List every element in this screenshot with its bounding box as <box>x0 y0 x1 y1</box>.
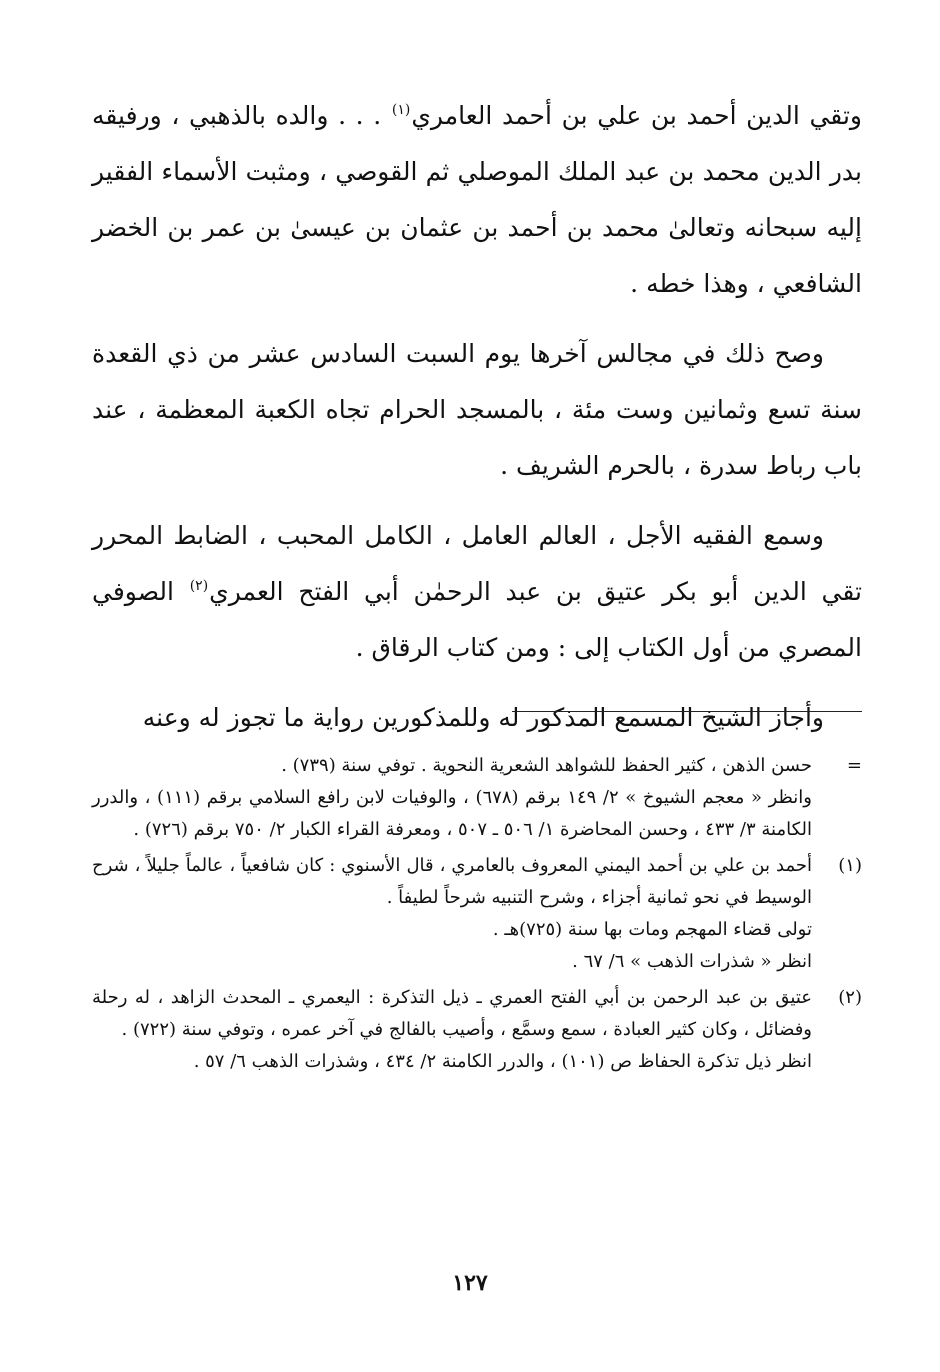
footnotes <box>92 750 862 1082</box>
footnote-continuation <box>92 750 862 846</box>
footnote-1-body <box>92 850 812 978</box>
footnote-ref-2[interactable]: (٢) <box>189 578 209 594</box>
paragraph-2: وصح ذلك في مجالس آخرها يوم السبت السادس عشر من ذي القعدة سنة تسع وثمانين وست مئة ، بالمسجد الحرام تجاه الكعبة المعظمة ، عند باب رباط سدرة ، بالحرم الشريف . <box>92 339 862 480</box>
footnote-1 <box>92 850 862 978</box>
footnote-2-line: عتيق بن عبد الرحمن بن أبي الفتح العمري ـ ذيل التذكرة : اليعمري ـ المحدث الزاهد ، له رحلة وفضائل ، وكان كثير العبادة ، سمع وسمَّع ، وأصيب بالفالج في آخر عمره ، وتوفي سنة (٧٢٢) . <box>92 987 812 1040</box>
footnote-2-number: (٢) <box>838 987 862 1008</box>
footnote-1-line: أحمد بن علي بن أحمد اليمني المعروف بالعامري ، قال الأسنوي : كان شافعياً ، عالماً جليلاً ، شرح الوسيط في نحو ثمانية أجزاء ، وشرح التنبيه شرحاً لطيفاً . <box>92 855 812 908</box>
footnote-continuation-body <box>92 750 812 846</box>
footnote-1-line: انظر « شذرات الذهب » ٦/ ٦٧ . <box>572 951 812 972</box>
paragraph-1-text-b: . . . والده بالذهبي ، ورفيقه بدر الدين محمد بن عبد الملك الموصلي ثم القوصي ، ومثبت الأسماء الفقير إليه سبحانه وتعالىٰ محمد بن أحمد بن عثمان بن عيسىٰ بن عمر بن الخضر الشافعي ، وهذا خطه . <box>92 101 862 298</box>
paragraph-1 <box>92 88 862 312</box>
continuation-mark: = <box>846 755 862 776</box>
footnote-continuation-line: حسن الذهن ، كثير الحفظ للشواهد الشعرية النحوية . توفي سنة (٧٣٩) . <box>281 755 812 776</box>
paragraph-4: وأجاز الشيخ المسمع المذكور له وللمذكورين رواية ما تجوز له وعنه <box>142 703 824 732</box>
footnote-2 <box>92 982 862 1078</box>
footnote-1-number: (١) <box>838 855 862 876</box>
footnote-1-line: تولى قضاء المهجم ومات بها سنة (٧٢٥)هـ . <box>492 919 812 940</box>
footnote-ref-1[interactable]: (١) <box>391 102 411 118</box>
paragraph-3-text-b: الصوفي المصري من أول الكتاب إلى : ومن كتاب الرقاق . <box>92 577 862 662</box>
paragraph-3-text-a: وسمع الفقيه الأجل ، العالم العامل ، الكامل المحبب ، الضابط المحرر تقي الدين أبو بكر عتيق بن عبد الرحمٰن أبي الفتح العمري <box>92 521 862 606</box>
footnote-separator <box>512 711 862 712</box>
paragraph-3 <box>92 508 862 676</box>
paragraph-1-text-a: وتقي الدين أحمد بن علي بن أحمد العامري <box>411 101 862 130</box>
main-text <box>92 88 862 760</box>
page-number: ١٢٧ <box>452 1270 488 1296</box>
footnote-2-body <box>92 982 812 1078</box>
footnote-2-line: انظر ذيل تذكرة الحفاظ ص (١٠١) ، والدرر الكامنة ٢/ ٤٣٤ ، وشذرات الذهب ٦/ ٥٧ . <box>193 1051 812 1072</box>
footnote-continuation-line: وانظر « معجم الشيوخ » ٢/ ١٤٩ برقم (٦٧٨) ، والوفيات لابن رافع السلامي برقم (١١١) ، والدرر الكامنة ٣/ ٤٣٣ ، وحسن المحاضرة ١/ ٥٠٦ ـ ٥٠٧ ، ومعرفة القراء الكبار ٢/ ٧٥٠ برقم (٧٢٦) . <box>92 787 812 840</box>
